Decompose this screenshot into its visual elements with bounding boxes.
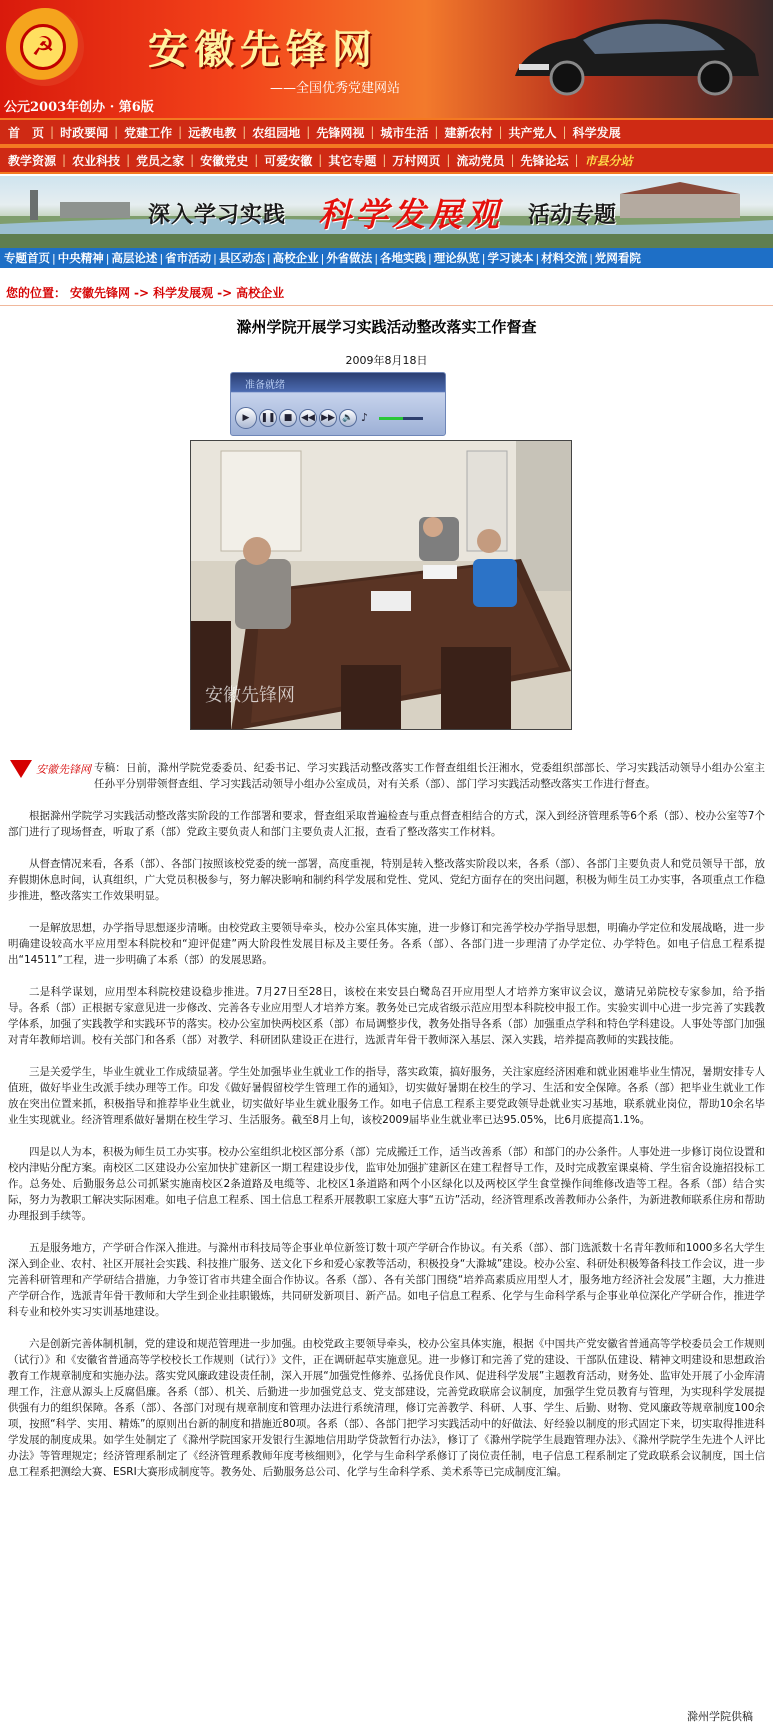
founding-note: 公元2003年创办 · 第6版 xyxy=(4,100,154,115)
svg-text:安徽先锋网: 安徽先锋网 xyxy=(36,763,91,776)
stop-button[interactable]: ■ xyxy=(279,409,297,427)
nav-item[interactable]: 首 页 xyxy=(8,125,45,140)
nav-separator: | xyxy=(510,153,515,167)
subnav-separator: | xyxy=(481,251,486,265)
nav-item[interactable]: 流动党员 xyxy=(456,153,505,168)
subnav-separator: | xyxy=(159,251,164,265)
article-photo xyxy=(190,440,572,730)
breadcrumb-current-link[interactable]: 高校企业 xyxy=(236,286,285,300)
subnav-item[interactable]: 中央精神 xyxy=(57,251,104,265)
nav-separator: | xyxy=(382,153,387,167)
subnav-separator: | xyxy=(535,251,540,265)
article-paragraph: 一是解放思想，办学指导思想逐步清晰。由校党政主要领导牵头，校办公室具体实施，进一步修订和完善学校办学指导思想，明确办学定位和发展战略，进一步明确建设较高水平应用型本科院校和“迎评促建”两大阶段性发展目标及主要任务。各系（部）、各部门进一步理清了办学定位、办学特色。如电子信息工程系提出“14511”工程，进一步明确了本系（部）的发展思路。 xyxy=(8,922,765,966)
topic-subnav xyxy=(0,248,773,268)
nav-item[interactable]: 党建工作 xyxy=(124,125,173,140)
breadcrumb-home-link[interactable]: 安徽先锋网 xyxy=(70,286,131,300)
subnav-separator: | xyxy=(428,251,432,265)
article-paragraph: 专稿：日前，滁州学院党委委员、纪委书记、学习实践活动整改落实工作督查组组长汪湘水，党委组织部部长、学习实践活动领导小组办公室主任孙平分别带领督查组、学习实践活动领导小组办公室成员，对有关系（部）、部门学习实践活动整改落实工作进行督查。 xyxy=(94,762,765,790)
article-paragraph: 三是关爱学生，毕业生就业工作成绩显著。学生处加强毕业生就业工作的指导，落实政策，搞好服务，关注家庭经济困难和就业困难毕业生情况，暑期安排专人值班，做好毕业生改派手续办理等工作。印发《做好暑假留校学生管理工作的通知》，切实做好暑期在校生的学习、生活和安全保障。各系（部）把毕业生就业工作放在突出位置来抓，积极指导和推荐毕业生就业，切实做好毕业生就业服务工作。如电子信息工程系主要党政领导赴就业实习基地，联系就业岗位，帮助10余名毕业生实现就业。经济管理系做好暑期在校生学习、生活服务。截至8月上旬，该校2009届毕业生就业率已达95.05%，比6月底提高1.1%。 xyxy=(8,1066,765,1126)
article-body xyxy=(8,760,765,1496)
special-topic-banner xyxy=(0,176,773,248)
nav-item[interactable]: 农业科技 xyxy=(72,153,121,168)
player-status: 准备就绪 xyxy=(245,380,285,391)
next-button[interactable]: ▶▶ xyxy=(319,409,337,427)
volume-slider[interactable] xyxy=(379,417,423,420)
subnav-item[interactable]: 专题首页 xyxy=(4,251,50,265)
subnav-separator: | xyxy=(105,251,110,265)
nav-separator: | xyxy=(306,125,311,139)
subnav-separator: | xyxy=(320,251,325,265)
site-title[interactable]: 安徽先锋网 xyxy=(148,26,378,73)
subnav-item[interactable]: 高校企业 xyxy=(272,251,319,265)
subnav-separator: | xyxy=(52,251,56,265)
nav-item[interactable]: 党员之家 xyxy=(136,153,185,168)
subnav-item[interactable]: 理论纵览 xyxy=(433,251,480,265)
nav-item[interactable]: 安徽党史 xyxy=(200,153,249,168)
previous-button[interactable]: ◀◀ xyxy=(299,409,317,427)
subnav-item[interactable]: 学习读本 xyxy=(487,251,534,265)
main-nav-row1 xyxy=(0,118,773,146)
party-emblem-icon[interactable]: ☭ xyxy=(20,24,66,70)
nav-item[interactable]: 万村网页 xyxy=(392,153,441,168)
article-source: 滁州学院供稿 xyxy=(687,1710,753,1723)
player-controls xyxy=(235,407,359,429)
nav-item[interactable]: 远教电教 xyxy=(188,125,237,140)
nav-separator: | xyxy=(62,153,67,167)
nav-item[interactable]: 农组园地 xyxy=(252,125,301,140)
article-title: 滁州学院开展学习实践活动整改落实工作督查 xyxy=(236,318,537,336)
photo-watermark: 安徽先锋网 xyxy=(205,685,295,706)
subnav-item[interactable]: 党网看院 xyxy=(594,251,641,265)
nav-separator: | xyxy=(50,125,55,139)
nav-separator: | xyxy=(370,125,375,139)
subnav-separator: | xyxy=(374,251,379,265)
nav-separator: | xyxy=(318,153,323,167)
article-paragraph: 从督查情况来看，各系（部）、各部门按照该校党委的统一部署，高度重视，特别是转入整改落实阶段以来，各系（部）、各部门主要负责人和党员领导干部，放弃假期休息时间，认真组织，广大党员积极参与，努力解决影响和制约科学发展和党性、党风、党纪方面存在的突出问题，积极为师生员工办实事，各项重点工作稳步推进，整改落实工作效果明显。 xyxy=(8,858,765,902)
nav-item[interactable]: 科学发展 xyxy=(572,125,621,140)
article-paragraph: 五是服务地方，产学研合作深入推进。与滁州市科技局等企事业单位新签订数十项产学研合作协议。有关系（部）、部门选派数十名青年教师和1000多名大学生深入到企业、农村、社区开展社会实践、科技推广服务、送文化下乡和爱心家教等活动，积极投身“大滁城”建设。校办公室、科研处积极筹备科技工作会议，进一步完善科研管理和产学研结合措施，力争签订省市共建全面合作协议。各系（部）、各有关部门围绕“培养高素质应用型人才，服务地方经济社会发展”主题，大力推进产学研合作，选派青年骨干教师和大学生到企业挂职锻炼，共同研发新项目、新产品。如电子信息工程系、化学与生命科学系与企事业单位深化产学研合作，推进学科专业和校外实习实训基地建设。 xyxy=(8,1242,765,1318)
subnav-item[interactable]: 省市活动 xyxy=(165,251,212,265)
special-title-part1: 深入学习实践 xyxy=(148,203,287,228)
subnav-item[interactable]: 外省做法 xyxy=(326,251,373,265)
article-date: 2009年8月18日 xyxy=(345,354,428,367)
special-title-part3: 活动专题 xyxy=(528,203,617,228)
breadcrumb-prefix: 您的位置： xyxy=(6,286,67,300)
nav-separator: | xyxy=(434,125,439,139)
nav-item[interactable]: 先锋网视 xyxy=(316,125,365,140)
volume-icon: ♪ xyxy=(361,411,369,424)
nav-item[interactable]: 教学资源 xyxy=(8,153,57,168)
subnav-separator: | xyxy=(213,251,217,265)
nav-separator: | xyxy=(574,153,579,167)
nav-item[interactable]: 先锋论坛 xyxy=(520,153,569,168)
subnav-item[interactable]: 县区动态 xyxy=(218,251,265,265)
main-nav-row2 xyxy=(0,146,773,174)
play-button[interactable]: ▶ xyxy=(235,407,257,429)
nav-item[interactable]: 市县分站 xyxy=(584,153,633,168)
media-player xyxy=(230,372,446,436)
nav-separator: | xyxy=(562,125,567,139)
nav-item[interactable]: 可爱安徽 xyxy=(264,153,313,168)
article-paragraph: 四是以人为本，积极为师生员工办实事。校办公室组织北校区部分系（部）完成搬迁工作，适当改善系（部）和部门的办公条件。人事处进一步修订岗位设置和校内津贴分配方案。南校区二区建设办公室加快扩建新区一期工程建设步伐，监审处加强扩建新区在建工程督导工作，及时完成教室课桌椅、学生宿舍设施招投标工作。总务处、后勤服务总公司抓紧实施南校区2条道路及电缆等、北校区1条道路和两个小区绿化以及两校区学生食堂操作间维修改造等工程。各系（部）结合实际，努力为教职工解决实际困难。如电子信息工程系、国土信息工程系开展教职工家庭大事“五访”活动，经济管理系改善教师办公条件，为新进教师联系住房和帮助办理报到手续等。 xyxy=(8,1146,765,1222)
nav-separator: | xyxy=(190,153,195,167)
subnav-item[interactable]: 材料交流 xyxy=(541,251,588,265)
special-title-part2: 科学发展观 xyxy=(318,195,503,234)
nav-item[interactable]: 时政要闻 xyxy=(60,125,109,140)
article-paragraph: 根据滁州学院学习实践活动整改落实阶段的工作部署和要求，督查组采取普遍检查与重点督查相结合的方式，深入到经济管理系等6个系（部）、校办公室等7个部门进行了现场督查，听取了系（部）党政主要负责人和部门主要负责人汇报，查看了整改落实工作材料。 xyxy=(8,810,765,838)
breadcrumb-section-link[interactable]: 科学发展观 xyxy=(153,286,214,300)
nav-separator: | xyxy=(446,153,451,167)
article-paragraph: 二是科学谋划，应用型本科院校建设稳步推进。7月27日至28日，该校在来安县白鹭岛召开应用型人才培养方案审议会议，邀请兄弟院校专家参加，给予指导。各系（部）正根据专家意见进一步修改、完善各专业应用型人才培养方案。教务处已完成省级示范应用型本科院校申报工作。实验实训中心进一步完善了实践教学体系，加强了实践教学和实践环节的落实。校办公室加快两校区系（部）布局调整步伐，教务处指导各系（部）加强重点学科和特色学科建设。人事处等部门加强对青年教师培训。校有关部门和各系（部）对教学、科研团队建设正在进行，选派青年骨干教师深入基层、深入实践，培养提高教师的实践技能。 xyxy=(8,986,765,1046)
site-slogan: ——全国优秀党建网站 xyxy=(270,81,401,96)
subnav-item[interactable]: 高层论述 xyxy=(111,251,158,265)
breadcrumb xyxy=(0,280,773,306)
nav-separator: | xyxy=(254,153,259,167)
car-image xyxy=(505,6,765,102)
nav-item[interactable]: 城市生活 xyxy=(380,125,429,140)
nav-separator: | xyxy=(242,125,247,139)
breadcrumb-arrow: -> xyxy=(217,285,233,300)
mute-button[interactable]: 🔈 xyxy=(339,409,357,427)
nav-separator: | xyxy=(114,125,119,139)
nav-separator: | xyxy=(178,125,183,139)
site-banner xyxy=(0,0,773,118)
nav-item[interactable]: 建新农村 xyxy=(444,125,493,140)
nav-item[interactable]: 共产党人 xyxy=(508,125,557,140)
subnav-item[interactable]: 各地实践 xyxy=(380,251,427,265)
subnav-separator: | xyxy=(266,251,271,265)
subnav-separator: | xyxy=(589,251,593,265)
breadcrumb-arrow: -> xyxy=(134,285,150,300)
nav-item[interactable]: 其它专题 xyxy=(328,153,377,168)
article-paragraph: 六是创新完善体制机制，党的建设和规范管理进一步加强。由校党政主要领导牵头，校办公室具体实施，根据《中国共产党安徽省普通高等学校委员会工作规则（试行）》和《安徽省普通高等学校校长工作规则（试行）》文件，正在调研起草实施意见。进一步修订和完善了党的建设、干部队伍建设、精神文明建设和思想政治教育工作规章制度和实施办法。落实党风廉政建设责任制，深入开展“加强党性修养、弘扬优良作风、促进科学发展”主题教育活动，财务处、监审处开展了小金库清理工作，注意从源头上反腐倡廉。各系（部）、机关、后勤进一步加强党总支、党支部建设，完善党政联席会议制度，加强学生党员教育与管理，为实现科学发展提供强有力的组织保障。各系（部）、各部门对现有规章制度和管理办法进行系统清理，修订完善教学、科研、人事、学生、后勤、财物、党风廉政等规章制度100余项，按照“科学、实用、精炼”的原则出台新的制度和措施近80项。各系（部）、各部门把学习实践活动中的好做法、好经验以制度的形式固定下来，切实取得推进科学发展的制度成果。如学生处制定了《滁州学院国家开发银行生源地信用助学贷款暂行办法》，修订了《滁州学院学生晨跑管理办法》、《滁州学院学生先进个人评比办法》等管理规定；经济管理系制定了《经济管理系教师年度考核细则》，化学与生命科学系修订了岗位责任制，电子信息工程系制定了党政联系会议制度，国土信息工程系把测绘大赛、ESRI大赛形成制度等。教务处、后勤服务总公司、化学与生命科学系、美术系等已完成制度汇编。 xyxy=(8,1338,765,1478)
nav-separator: | xyxy=(126,153,131,167)
nav-separator: | xyxy=(498,125,503,139)
pause-button[interactable]: ❚❚ xyxy=(259,409,277,427)
volume-slider-fill xyxy=(379,417,403,420)
